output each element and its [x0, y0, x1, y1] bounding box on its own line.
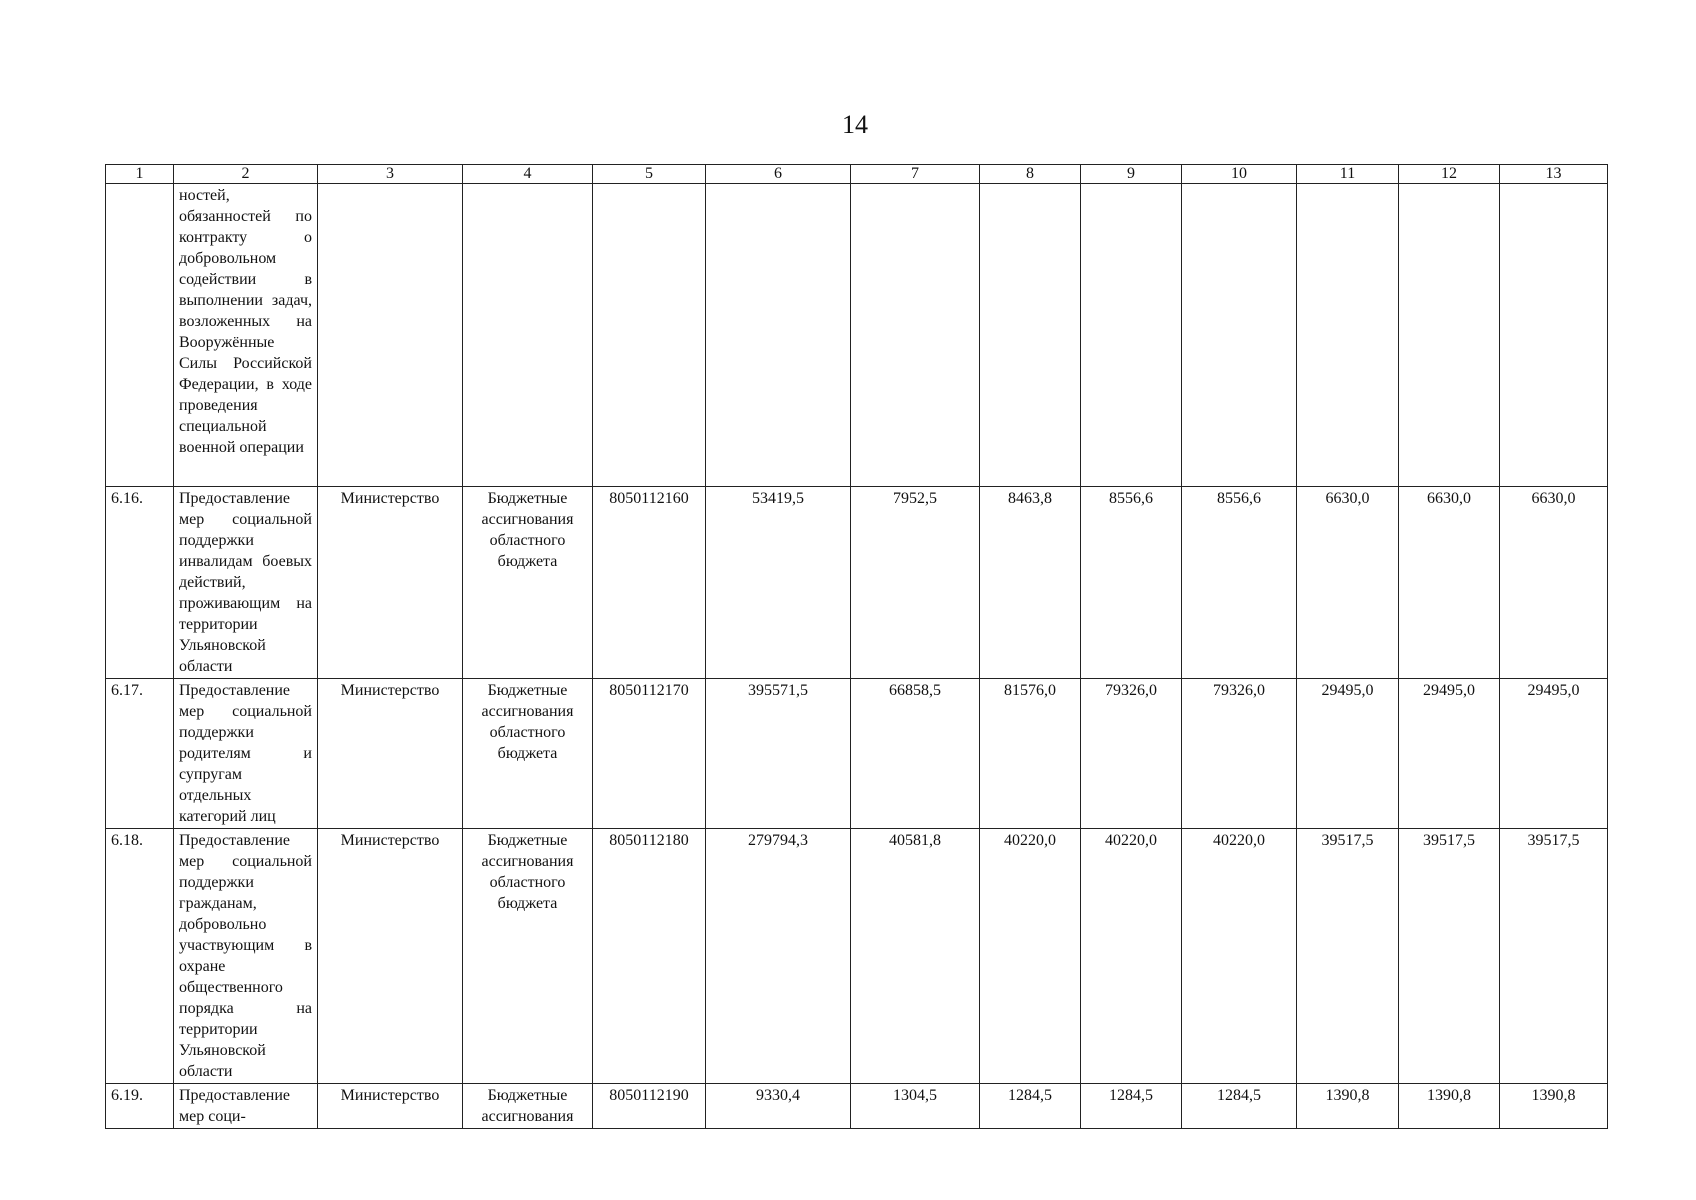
- table-row: [106, 487, 1608, 679]
- responsible-org: Министерство: [318, 679, 463, 829]
- funding-source: Бюджетные ассигнования: [463, 1084, 593, 1129]
- amount-cell: 1390,8: [1500, 1084, 1608, 1129]
- amount-cell: 1284,5: [1081, 1084, 1182, 1129]
- table-row: [106, 829, 1608, 1084]
- row-number: [106, 184, 174, 487]
- col-header: 13: [1500, 165, 1608, 184]
- budget-code: 8050112190: [593, 1084, 706, 1129]
- amount-cell: [706, 184, 851, 487]
- amount-cell: 66858,5: [851, 679, 980, 829]
- amount-cell: 9330,4: [706, 1084, 851, 1129]
- row-number: 6.16.: [106, 487, 174, 679]
- col-header: 12: [1399, 165, 1500, 184]
- table-row: [106, 679, 1608, 829]
- measure-description: Предоставление мер социальной поддержки гражданам, добровольно участвующим в охране общественного порядка на территории Ульяновской области: [174, 829, 318, 1084]
- col-header: 2: [174, 165, 318, 184]
- page-number: 14: [842, 110, 868, 139]
- amount-cell: 8556,6: [1182, 487, 1297, 679]
- table-row: [106, 1084, 1608, 1129]
- col-header: 7: [851, 165, 980, 184]
- col-header: 8: [980, 165, 1081, 184]
- amount-cell: 1390,8: [1297, 1084, 1399, 1129]
- amount-cell: 79326,0: [1182, 679, 1297, 829]
- budget-table: [105, 164, 1608, 1129]
- amount-cell: 40220,0: [980, 829, 1081, 1084]
- amount-cell: [851, 184, 980, 487]
- amount-cell: [1500, 184, 1608, 487]
- amount-cell: 29495,0: [1500, 679, 1608, 829]
- amount-cell: 39517,5: [1399, 829, 1500, 1084]
- row-number: 6.19.: [106, 1084, 174, 1129]
- amount-cell: 6630,0: [1297, 487, 1399, 679]
- funding-source: Бюджетные ассигнования областного бюджета: [463, 487, 593, 679]
- amount-cell: 29495,0: [1297, 679, 1399, 829]
- amount-cell: 6630,0: [1500, 487, 1608, 679]
- column-number-header: [106, 165, 1608, 184]
- amount-cell: 1284,5: [1182, 1084, 1297, 1129]
- amount-cell: 39517,5: [1297, 829, 1399, 1084]
- table-row: [106, 184, 1608, 487]
- amount-cell: 8556,6: [1081, 487, 1182, 679]
- responsible-org: Министерство: [318, 1084, 463, 1129]
- amount-cell: 40220,0: [1081, 829, 1182, 1084]
- row-number: 6.18.: [106, 829, 174, 1084]
- amount-cell: 81576,0: [980, 679, 1081, 829]
- measure-description: Предоставление мер социальной поддержки инвалидам боевых действий, проживающим на территории Ульяновской области: [174, 487, 318, 679]
- amount-cell: 1390,8: [1399, 1084, 1500, 1129]
- col-header: 10: [1182, 165, 1297, 184]
- col-header: 1: [106, 165, 174, 184]
- amount-cell: 40220,0: [1182, 829, 1297, 1084]
- col-header: 6: [706, 165, 851, 184]
- col-header: 4: [463, 165, 593, 184]
- amount-cell: [1081, 184, 1182, 487]
- amount-cell: [980, 184, 1081, 487]
- measure-description: Предоставление мер социальной поддержки родителям и супругам отдельных категорий лиц: [174, 679, 318, 829]
- responsible-org: Министерство: [318, 829, 463, 1084]
- amount-cell: 279794,3: [706, 829, 851, 1084]
- amount-cell: 79326,0: [1081, 679, 1182, 829]
- amount-cell: [1399, 184, 1500, 487]
- amount-cell: 40581,8: [851, 829, 980, 1084]
- col-header: 3: [318, 165, 463, 184]
- amount-cell: 39517,5: [1500, 829, 1608, 1084]
- amount-cell: [1297, 184, 1399, 487]
- budget-code: 8050112180: [593, 829, 706, 1084]
- amount-cell: 1284,5: [980, 1084, 1081, 1129]
- funding-source: [463, 184, 593, 487]
- row-number: 6.17.: [106, 679, 174, 829]
- col-header: 11: [1297, 165, 1399, 184]
- amount-cell: 6630,0: [1399, 487, 1500, 679]
- amount-cell: 7952,5: [851, 487, 980, 679]
- amount-cell: 29495,0: [1399, 679, 1500, 829]
- col-header: 5: [593, 165, 706, 184]
- responsible-org: Министерство: [318, 487, 463, 679]
- col-header: 9: [1081, 165, 1182, 184]
- amount-cell: 1304,5: [851, 1084, 980, 1129]
- funding-source: Бюджетные ассигнования областного бюджета: [463, 829, 593, 1084]
- amount-cell: 8463,8: [980, 487, 1081, 679]
- budget-code: 8050112170: [593, 679, 706, 829]
- budget-code: [593, 184, 706, 487]
- amount-cell: 53419,5: [706, 487, 851, 679]
- budget-code: 8050112160: [593, 487, 706, 679]
- measure-description: ностей, обязанностей по контракту о добровольном содействии в выполнении задач, возложенных на Вооружённые Силы Российской Федерации, в ходе проведения специальной военной операции: [174, 184, 318, 487]
- responsible-org: [318, 184, 463, 487]
- measure-description: Предоставление мер соци-: [174, 1084, 318, 1129]
- funding-source: Бюджетные ассигнования областного бюджета: [463, 679, 593, 829]
- amount-cell: 395571,5: [706, 679, 851, 829]
- amount-cell: [1182, 184, 1297, 487]
